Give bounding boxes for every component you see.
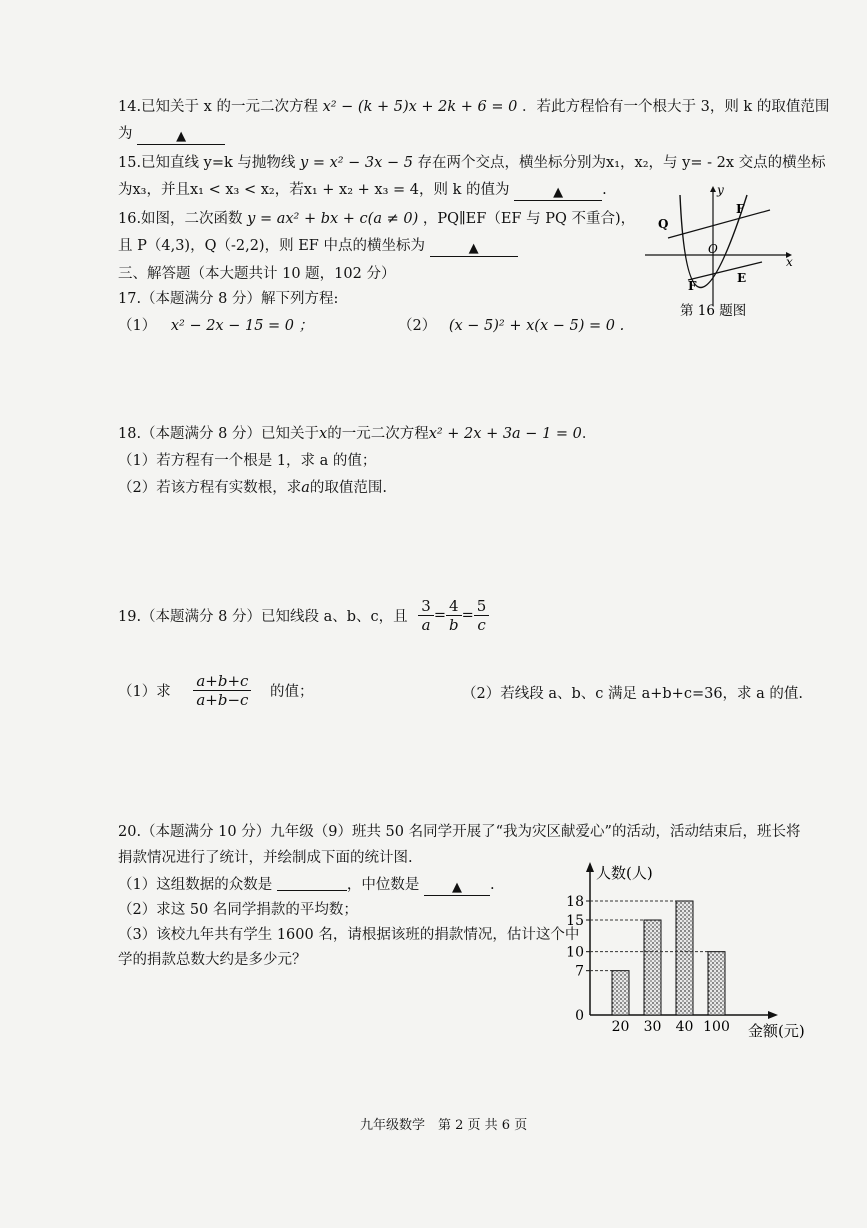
x-tick-label: 100 — [703, 1019, 730, 1035]
blank-marker-icon: ▲ — [553, 185, 564, 200]
q17-part1-label: （1） — [118, 318, 157, 334]
q20-part3-line1: （3）该校九年共有学生 1600 名，请根据该班的捐款情况，估计这个中 — [118, 927, 580, 943]
q14-equation: x² − (k + 5)x + 2k + 6 = 0 — [322, 99, 518, 115]
q18-var-x: x — [319, 426, 328, 442]
q16-text: 16.如图，二次函数 — [118, 211, 243, 227]
chart-x-label: 金额(元) — [748, 1022, 805, 1040]
q16-line1 — [118, 207, 635, 228]
q19-part2: （2）若线段 a、b、c 满足 a+b+c=36，求 a 的值. — [462, 686, 804, 702]
q19-ratio-3-num: 5 — [474, 597, 490, 616]
q19-title-text: 19.（本题满分 8 分）已知线段 a、b、c，且 — [118, 609, 408, 625]
q17-part1 — [118, 314, 313, 335]
q17-title: 17.（本题满分 8 分）解下列方程: — [118, 291, 339, 307]
chart-x-arrow-icon — [768, 1011, 778, 1019]
q19-fraction-den: a+b−c — [196, 691, 249, 709]
q16-figure — [640, 180, 800, 325]
q20-part1-text: （1）这组数据的众数是 — [118, 877, 273, 893]
chart-y-arrow-icon — [586, 862, 594, 872]
q20-part2: （2）求这 50 名同学捐款的平均数； — [118, 902, 358, 918]
q19-part1-end: 的值； — [270, 684, 314, 700]
q19-eq-2: = — [461, 607, 474, 624]
q19-part1-text: （1）求 — [118, 684, 171, 700]
blank-marker-icon: ▲ — [468, 241, 479, 256]
q17-part2-label: （2） — [398, 318, 437, 334]
line-pq — [668, 210, 770, 238]
q18-equation: x² + 2x + 3a − 1 = 0 — [428, 426, 582, 442]
q15-equation: y = x² − 3x − 5 — [300, 155, 413, 171]
q20-part1 — [118, 873, 495, 894]
blank-marker-icon: ▲ — [451, 880, 462, 895]
x-tick-label: 30 — [643, 1019, 662, 1035]
q18-title-mid: 的一元二次方程 — [327, 426, 429, 442]
q18-title-text: 18.（本题满分 8 分）已知关于 — [118, 426, 320, 442]
chart-y-label: 人数(人) — [596, 864, 653, 882]
y-tick-label: 10 — [566, 944, 584, 961]
q18-part2-text: （2）若该方程有实数根，求 — [118, 480, 302, 496]
donation-bar-chart — [560, 858, 830, 1048]
fig-label-e: E — [737, 271, 747, 285]
q18-part2-end: 的取值范围. — [309, 480, 387, 496]
bar-30 — [644, 920, 661, 1015]
q19-fraction-num: a+b+c — [193, 672, 251, 691]
section-title: 三、解答题（本大题共计 10 题，102 分） — [118, 266, 396, 282]
q18-title-end: ． — [581, 426, 597, 442]
q15-line2 — [118, 178, 607, 199]
bar-20 — [612, 971, 629, 1015]
q20-mode-blank[interactable] — [277, 890, 347, 891]
q19-ratio-1-den: a — [421, 616, 431, 634]
q16-equation: y = ax² + bx + c(a ≠ 0) — [247, 211, 419, 227]
q14-answer-blank[interactable] — [137, 128, 225, 145]
q20-part1-mid: ，中位数是 — [346, 877, 420, 893]
q18-part2 — [118, 476, 387, 497]
y-tick-label: 15 — [566, 913, 584, 929]
q19-ratio-2-den: b — [448, 616, 459, 634]
q14-line1 — [118, 95, 829, 116]
q19-ratio-3-den: c — [477, 616, 486, 634]
q19-part1 — [118, 672, 314, 709]
y-axis-arrow-icon — [710, 186, 716, 192]
q15-period: . — [602, 182, 607, 198]
q14-text: 14.已知关于 x 的一元二次方程 — [118, 99, 318, 115]
page-footer: 九年级数学 第 2 页 共 6 页 — [360, 1118, 528, 1133]
q20-title-line1: 20.（本题满分 10 分）九年级（9）班共 50 名同学开展了“我为灾区献爱心”的活动，活动结束后，班长将 — [118, 824, 801, 840]
q19-ratio-2 — [446, 597, 462, 634]
q18-title — [118, 422, 596, 443]
q15-question: 为x₃，并且x₁ < x₃ < x₂，若x₁ + x₂ + x₃ = 4，则 k 的值为 — [118, 182, 510, 198]
q19-fraction — [193, 672, 251, 709]
q17-part2 — [398, 314, 624, 335]
fig-label-y: y — [717, 183, 724, 197]
q19-ratio-3 — [474, 597, 490, 634]
q15-line1 — [118, 151, 826, 172]
q20-part3-line2: 学的捐款总数大约是多少元？ — [118, 952, 307, 968]
q20-period: . — [489, 877, 495, 893]
q20-title-line2: 捐款情况进行了统计，并绘制成下面的统计图. — [118, 850, 413, 866]
q16-line2 — [118, 234, 518, 255]
q17-part1-equation: x² − 2x − 15 = 0 ； — [170, 318, 314, 334]
y-tick-label: 0 — [575, 1008, 584, 1024]
q15-condition: 存在两个交点，横坐标分别为x₁，x₂，与 y= - 2x 交点的横坐标 — [417, 155, 826, 171]
q19-ratio-1 — [418, 597, 434, 634]
fig-label-q: Q — [658, 217, 669, 231]
q19-ratio-1-num: 3 — [418, 597, 434, 616]
line-ef — [688, 262, 762, 280]
y-tick-label: 18 — [566, 894, 584, 910]
blank-marker-icon: ▲ — [176, 129, 187, 144]
q18-part1: （1）若方程有一个根是 1，求 a 的值； — [118, 453, 377, 469]
bar-100 — [708, 952, 725, 1015]
q15-text: 15.已知直线 y=k 与抛物线 — [118, 155, 296, 171]
bar-40 — [676, 901, 693, 1015]
x-tick-label: 40 — [675, 1019, 694, 1035]
q18-var-a: a — [301, 480, 310, 496]
q14-line2 — [118, 122, 225, 143]
q19-title — [118, 597, 489, 634]
x-tick-label: 20 — [611, 1019, 630, 1035]
q20-median-blank[interactable] — [424, 879, 490, 896]
q19-eq-1: = — [433, 607, 446, 624]
fig-label-f-top: F — [736, 202, 745, 216]
q16-condition: ，PQ∥EF（EF 与 PQ 不重合)， — [422, 211, 636, 227]
q14-answer-prefix: 为 — [118, 126, 133, 142]
q16-question: 且 P（4,3)，Q（-2,2)，则 EF 中点的横坐标为 — [118, 238, 425, 254]
y-tick-label: 7 — [575, 963, 584, 980]
q19-ratio-2-num: 4 — [446, 597, 462, 616]
fig-caption: 第 16 题图 — [680, 303, 747, 319]
q15-answer-blank[interactable] — [514, 184, 602, 201]
q16-answer-blank[interactable] — [430, 240, 518, 257]
fig-label-f-bottom: F — [688, 279, 697, 293]
q17-part2-equation: (x − 5)² + x(x − 5) = 0 . — [448, 318, 625, 334]
fig-label-x: x — [786, 255, 793, 269]
q14-condition: ．若此方程恰有一个根大于 3，则 k 的取值范围 — [521, 99, 830, 115]
fig-label-o: O — [708, 242, 718, 256]
